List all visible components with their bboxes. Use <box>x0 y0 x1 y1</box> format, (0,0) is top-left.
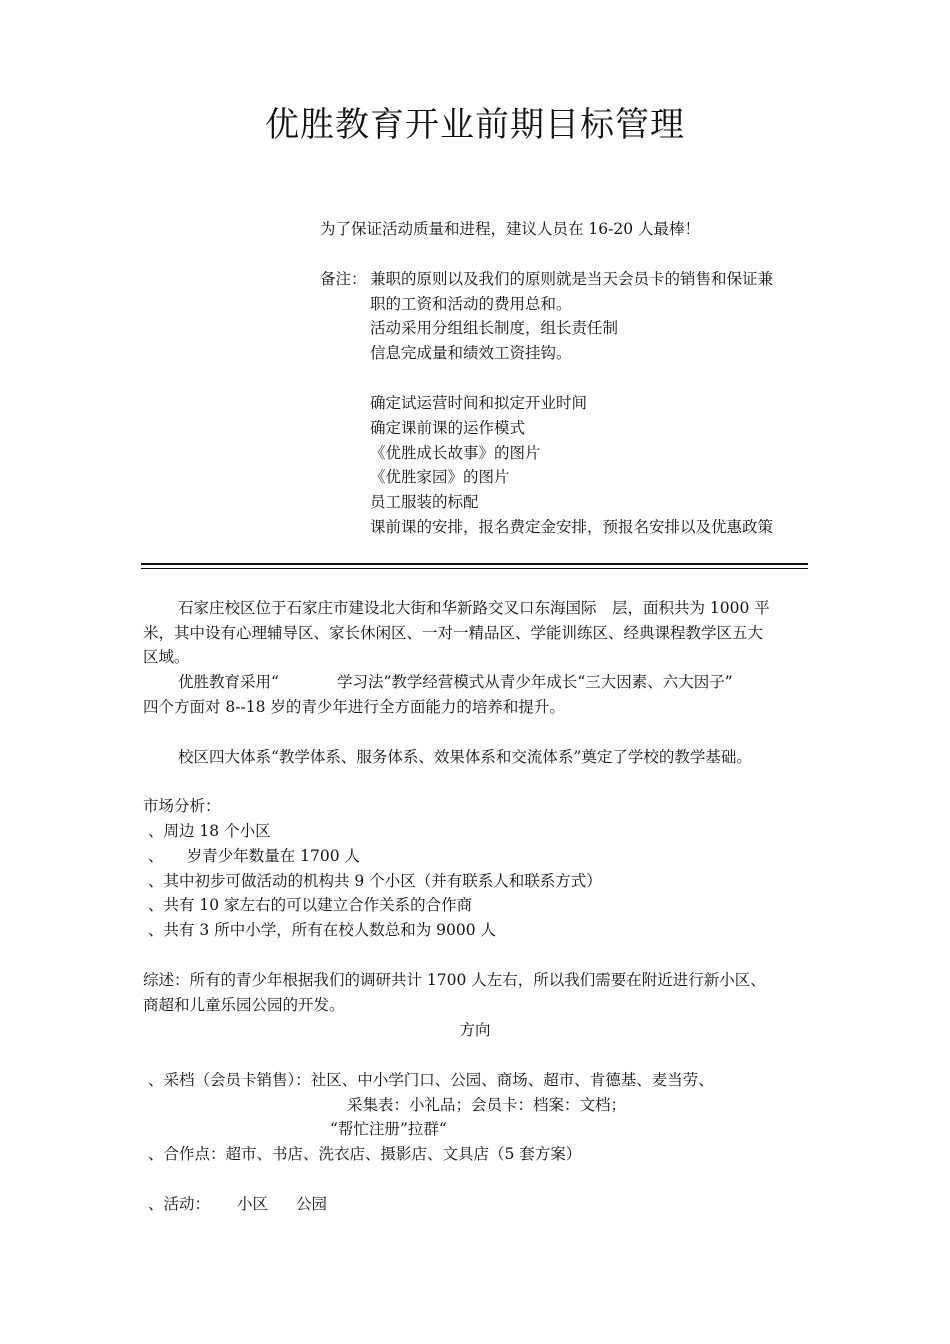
note-line: 职的工资和活动的费用总和。 <box>370 295 572 313</box>
direction-heading: 方向 <box>459 1021 491 1039</box>
activity-label: 、活动： <box>148 1195 211 1213</box>
market-item: 、周边 18 个小区 <box>148 822 271 840</box>
market-item: 、共有 3 所中小学，所有在校人数总和为 9000 人 <box>148 921 497 939</box>
market-item: 、其中初步可做活动的机构共 9 个小区（并有联系人和联系方式） <box>148 872 602 890</box>
direction-item: 、采档（会员卡销售）：社区、中小学门口、公园、商场、超市、肯德基、麦当劳、 <box>148 1071 714 1089</box>
paragraph-fragment: 学习法”教学经营模式从青少年成长“三大因素、六大因子” <box>336 673 733 691</box>
paragraph-line: 四个方面对 8--18 岁的青少年进行全方面能力的培养和提升。 <box>143 698 565 716</box>
intro-suggestion: 为了保证活动质量和进程，建议人员在 16-20 人最棒！ <box>320 220 701 238</box>
note-line: 兼职的原则以及我们的原则就是当天会员卡的销售和保证兼 <box>370 270 774 288</box>
direction-item: “帮忙注册”拉群“ <box>330 1120 447 1138</box>
direction-item: 采集表：小礼品；会员卡：档案：文档； <box>347 1096 627 1114</box>
paragraph-line <box>178 671 733 693</box>
checklist-item: 课前课的安排，报名费定金安排，预报名安排以及优惠政策 <box>370 518 774 536</box>
checklist-item: 《优胜成长故事》的图片 <box>370 444 541 462</box>
checklist-item: 员工服装的标配 <box>370 493 479 511</box>
paragraph-line: 校区四大体系“教学体系、服务体系、效果体系和交流体系”奠定了学校的教学基础。 <box>178 748 752 766</box>
activity-item: 公园 <box>296 1195 328 1213</box>
direction-item: 、合作点：超市、书店、洗衣店、摄影店、文具店（5 套方案） <box>148 1145 582 1163</box>
note-label: 备注： <box>320 270 367 288</box>
note-line: 活动采用分组组长制度，组长责任制 <box>370 319 619 337</box>
activity-item: 小区 <box>237 1195 269 1213</box>
checklist-item: 《优胜家园》的图片 <box>370 468 510 486</box>
summary-line: 商超和儿童乐园公园的开发。 <box>143 996 345 1014</box>
paragraph-fragment: 优胜教育采用“ <box>178 673 279 691</box>
note-line: 信息完成量和绩效工资挂钩。 <box>370 344 572 362</box>
market-item: 、 岁青少年数量在 1700 人 <box>148 847 361 865</box>
checklist-item: 确定试运营时间和拟定开业时间 <box>370 394 588 412</box>
checklist-item: 确定课前课的运作模式 <box>370 419 526 437</box>
section-divider <box>141 563 808 565</box>
summary-line: 综述：所有的青少年根据我们的调研共计 1700 人左右，所以我们需要在附近进行新小区、 <box>143 971 766 989</box>
market-item: 、共有 10 家左右的可以建立合作关系的合作商 <box>148 896 473 914</box>
paragraph-line: 区域。 <box>143 648 190 666</box>
section-divider <box>141 568 808 569</box>
market-heading: 市场分析： <box>143 797 221 815</box>
page-title: 优胜教育开业前期目标管理 <box>265 105 685 145</box>
paragraph-line: 米，其中设有心理辅导区、家长休闲区、一对一精品区、学能训练区、经典课程教学区五大 <box>143 624 764 642</box>
paragraph-line: 石家庄校区位于石家庄市建设北大街和华新路交叉口东海国际 层，面积共为 1000 平 <box>178 599 770 617</box>
